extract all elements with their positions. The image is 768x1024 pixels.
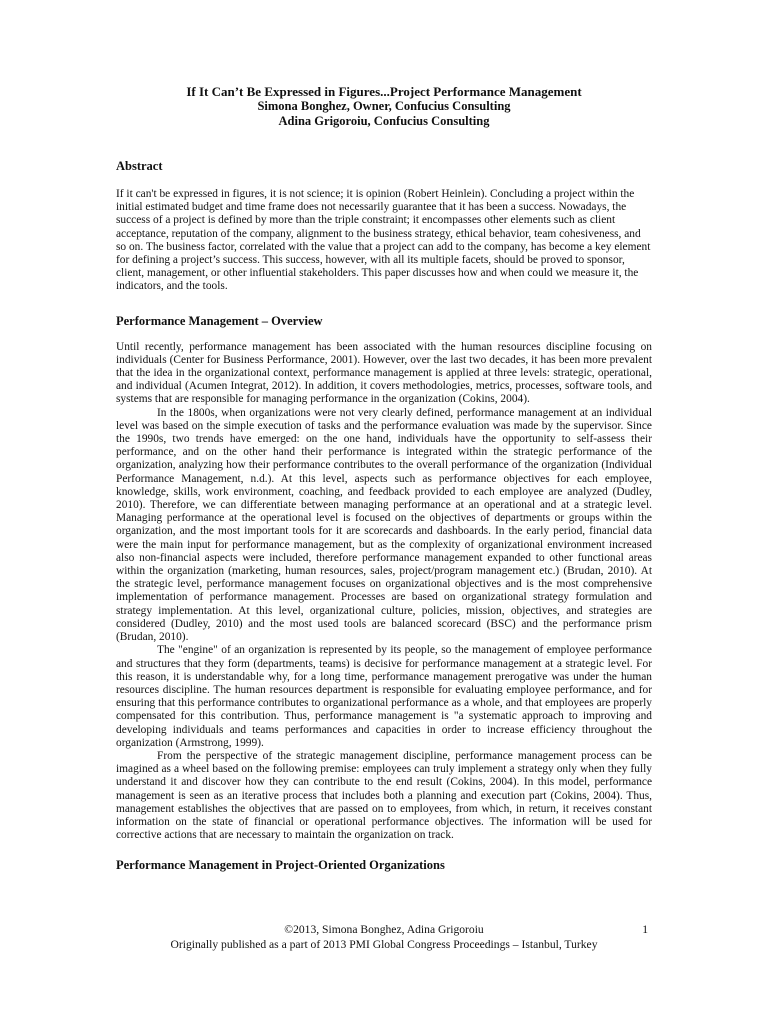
- overview-heading: Performance Management – Overview: [116, 313, 323, 328]
- overview-paragraph-1: Until recently, performance management has been associated with the human resources discipline focusing on individuals (Center for Business Performance, 2001). However, over the last two decades, it has been more prevalent that the idea in the organizational context, performance management is applied at three levels: strategic, operational, and individual (Acumen Integrat, 2012). In addition, it covers methodologies, metrics, processes, software tools, and systems that are responsible for managing performance in the organization (Cokins, 2004).: [116, 340, 652, 406]
- page-number: 1: [642, 923, 648, 936]
- author-line-2: Adina Grigoroiu, Confucius Consulting: [278, 114, 490, 128]
- paper-title: If It Can’t Be Expressed in Figures...Project Performance Management: [186, 84, 582, 99]
- author-line-1: Simona Bonghez, Owner, Confucius Consulting: [257, 99, 511, 113]
- overview-paragraph-3: The "engine" of an organization is represented by its people, so the management of employee performance and structures that they form (departments, teams) is decisive for performance management at a strategic level. For this reason, it is understandable why, for a long time, performance management prerogative was under the human resources discipline. The human resources department is responsible for evaluating employee performance, and for ensuring that this performance contributes to organizational performance as a whole, and that employees are properly compensated for this contribution. Thus, performance management is "a systematic approach to improving and developing individuals and teams performances and capacities in order to increase efficiency throughout the organization (Armstrong, 1999).: [116, 644, 652, 749]
- overview-paragraph-2: In the 1800s, when organizations were not very clearly defined, performance management at an individual level was based on the simple execution of tasks and the performance evaluation was made by the supervisor. Since the 1990s, two trends have emerged: on the one hand, individuals have the opportunity to self-assess their performance, and on the other hand their performance is integrated within the strategic performance of the organization, analyzing how their performance contributes to the overall performance of the organization (Individual Performance Management, n.d.). At this level, aspects such as performance objectives for each employee, knowledge, skills, work environment, coaching, and feedback provided to each employee are analyzed (Dudley, 2010). Therefore, we can differentiate between managing performance at an operational and at a strategic level. Managing performance at the operational level is focused on the objectives of departments or groups within the organization, and the most important tools for it are scorecards and dashboards. In the early period, financial data were the main input for performance management, but as the complexity of organizational environment increased also non-financial aspects were included, therefore performance management expanded to other functional areas within the organization (marketing, human resources, sales, project/program management etc.) (Brudan, 2010). At the strategic level, performance management focuses on organizational objectives and is the most comprehensive implementation of performance management. Processes are based on organizational strategy formulation and strategy implementation. At this level, organizational culture, policies, mission, objectives, and strategies are considered (Dudley, 2010) and the most used tools are balanced scorecard (BSC) and the performance prism (Brudan, 2010).: [116, 406, 652, 644]
- footer-copyright: ©2013, Simona Bonghez, Adina Grigoroiu: [284, 923, 484, 936]
- section-heading-project-oriented: Performance Management in Project-Oriented Organizations: [116, 858, 445, 873]
- abstract-heading: Abstract: [116, 159, 163, 173]
- abstract-text: If it can't be expressed in figures, it is not science; it is opinion (Robert Heinlein). Concluding a project within the initial estimated budget and time frame does not necessarily guarantee that it has been a success. Nowadays, the success of a project is defined by more than the triple constraint; it encompasses other elements such as client acceptance, reputation of the company, alignment to the business strategy, ethical behavior, team cohesiveness, and so on. The business factor, correlated with the value that a project can add to the company, has become a key element for defining a project’s success. This success, however, with all its multiple facets, should be proved to sponsor, client, management, or other influential stakeholders. This paper discusses how and when could we measure it, the indicators, and the tools.: [116, 188, 651, 293]
- overview-paragraph-4: From the perspective of the strategic management discipline, performance management process can be imagined as a wheel based on the following premise: employees can truly implement a strategy only when they fully understand it and discover how they can contribute to the end result (Cokins, 2004). In this model, performance management is seen as an iterative process that includes both a planning and execution part (Cokins, 2004). Thus, management establishes the objectives that are passed on to employees, from which, in return, it receives constant information on the state of financial or operational performance objectives. The information will be used for corrective actions that are necessary to maintain the organization on track.: [116, 749, 652, 842]
- page-footer: [116, 922, 652, 952]
- footer-published: Originally published as a part of 2013 PMI Global Congress Proceedings – Istanbul, Turkey: [170, 938, 598, 951]
- page-content: [116, 84, 652, 873]
